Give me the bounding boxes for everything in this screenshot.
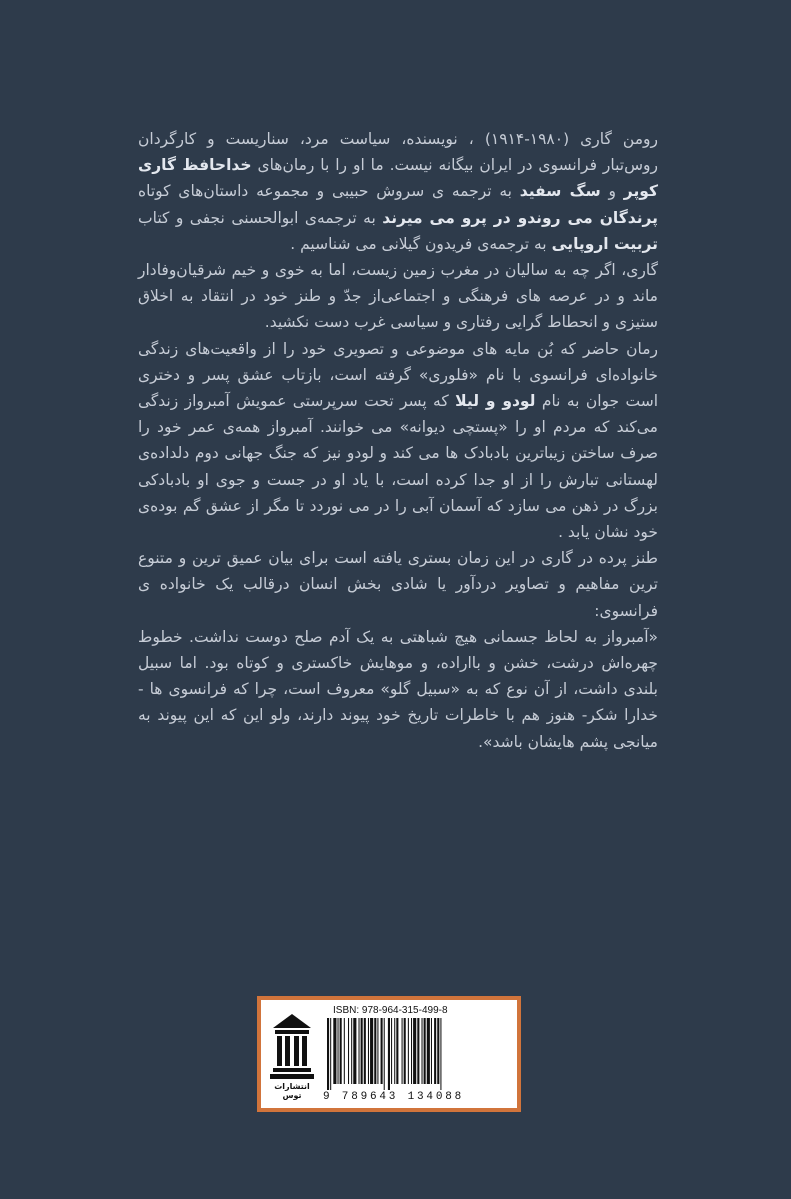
barcode [325, 1018, 515, 1090]
bold-title: تربیت اروپایی [551, 234, 658, 253]
bold-title: سگ سفید [519, 182, 601, 201]
publisher-name: انتشارات توس [274, 1082, 310, 1100]
bold-title: خداحافظ گاری کوپر [138, 156, 658, 201]
text-run: رمان حاضر که بُن مایه های موضوعی و تصویری خود را از واقعیت‌های زندگی خانواده‌ای فرانسوی با نام «فلوری» گرفته است، بازتاب عشق پسر و دختری است جوان به نام [138, 339, 658, 411]
paragraph [138, 126, 658, 257]
paragraph [138, 545, 658, 624]
text-run: و [600, 182, 624, 201]
paragraph [138, 257, 658, 336]
text-run: به ترجمه ی سروش حبیبی و مجموعه داستان‌های کوتاه [138, 182, 520, 201]
bold-title: لودو و لیلا [455, 392, 536, 411]
blurb-text [138, 126, 658, 755]
paragraph [138, 336, 658, 546]
text-run: به ترجمه‌ی ابوالحسنی نجفی و کتاب [138, 208, 383, 227]
paragraph [138, 624, 658, 755]
bold-title: پرندگان می روندو در پرو می میرند [382, 208, 659, 227]
text-run: به ترجمه‌ی فریدون گیلانی می شناسیم . [290, 234, 552, 253]
text-run: «آمبرواز به لحاظ جسمانی هیچ شباهتی به یک آدم صلح دوست نداشت. خطوط چهره‌اش درشت، خشن و بااراده، و موهایش خاکستری و کوتاه بود. اما سبیل بلندی داشت، از آن نوع که به «سبیل گلو» معروف است، چرا که فرانسوی ها - خدارا شکر- هنوز هم با خاطرات تاریخ خود پیوند دارند، ولو این که این پیوند به میانجی پشم هایشان باشد». [138, 627, 658, 751]
text-run: طنز پرده در گاری در این زمان بستری یافته است برای بیان عمیق ترین و متنوع ترین مفاهیم و تصاویر دردآور یا شادی بخش انسان درقالب یک خانواده ی فرانسوی: [138, 549, 658, 620]
isbn-label: ISBN: 978-964-315-499-8 [333, 1005, 448, 1016]
barcode-digits: 9 789643 134088 [323, 1091, 465, 1103]
barcode-panel [257, 996, 521, 1112]
text-run: که پسر تحت سرپرستی عمویش آمبرواز زندگی می‌کند که مردم او را «پستچی دیوانه» می خوانند. آمبرواز همه‌ی عمر خود را صرف ساختن زیباترین بادبادک ها می کند و لودو نیز که جنگ جهانی دوم دلداده‌ی لهستانی تبارش را از او جدا کرده است، با یاد او در جست و جوی او بادبادکی بزرگ در ذهن می سازد که آسمان آبی را در می نوردد تا مگر از عشق گم بوده‌ی خود نشان یابد . [138, 392, 658, 542]
text-run: گاری، اگر چه به سالیان در مغرب زمین زیست، اما به خوی و خیم شرقیان‌وفادار ماند و در عرصه های فرهنگی و اجتماعی‌از جدّ و طنز خود در انتقاد به اخلاق ستیزی و انحطاط گرایی رفتاری و سیاسی غرب دست نکشید. [138, 261, 658, 332]
text-run: رومن گاری (۱۹۸۰-۱۹۱۴) ، نویسنده، سیاست مرد، سناریست و کارگردان روس‌تبار فرانسوی در ایران بیگانه نیست. ما او را با رمان‌های [138, 130, 658, 175]
